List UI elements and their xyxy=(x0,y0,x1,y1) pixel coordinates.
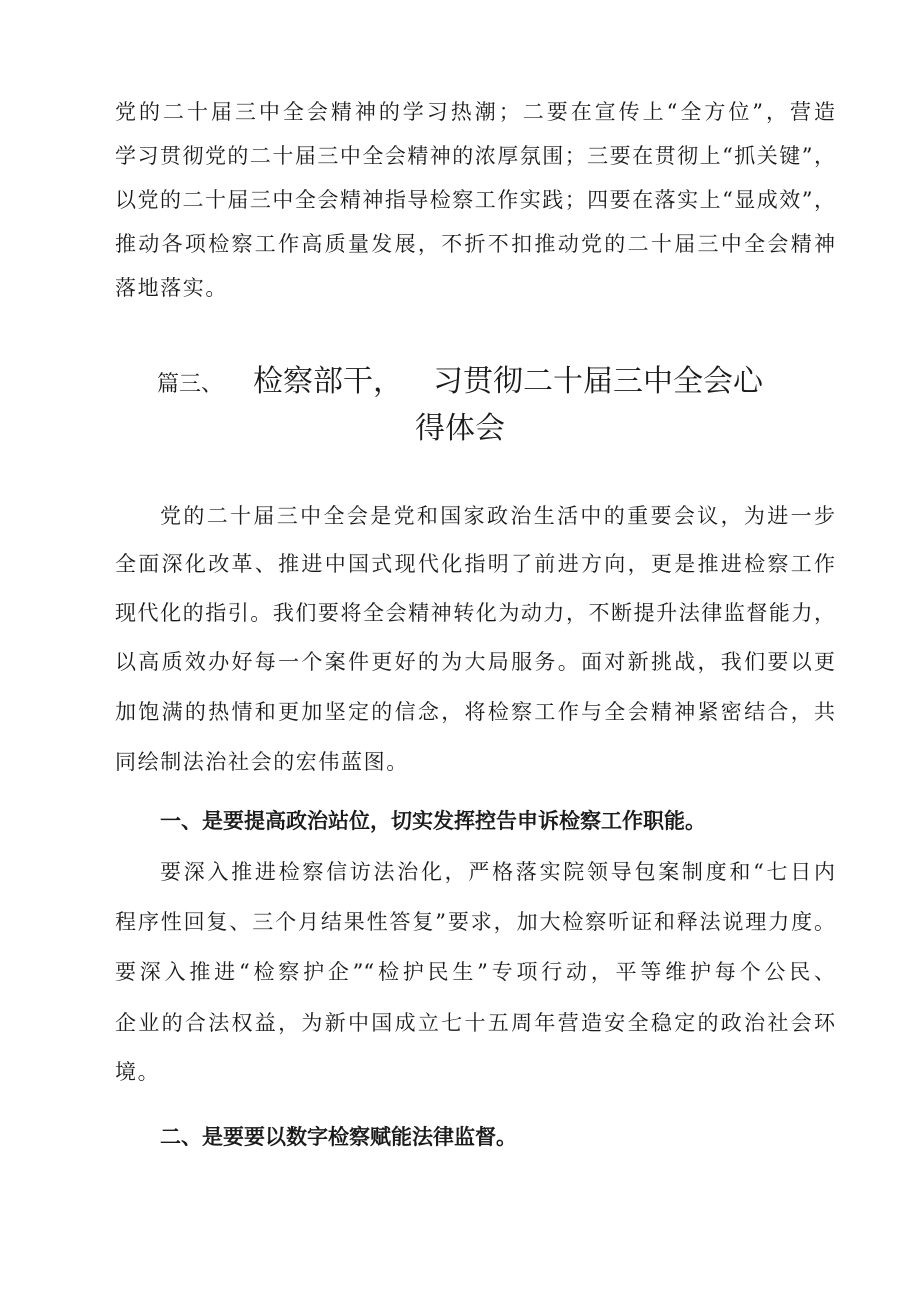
subheading-1: 一、是要提高政治站位，切实发挥控告申诉检察工作职能。 xyxy=(160,809,706,833)
intro-line-1: 党的二十届三中全会精神的学习热潮；二要在宣传上“全方位”，营造 xyxy=(115,100,835,124)
para1-line-5: 加饱满的热情和更加坚定的信念，将检察工作与全会精神紧密结合，共 xyxy=(115,700,835,724)
para1-line-3: 现代化的指引。我们要将全会精神转化为动力，不断提升法律监督能力， xyxy=(115,601,835,625)
para2-line-3: 要深入推进“检察护企”“检护民生”专项行动，平等维护每个公民、 xyxy=(115,960,835,984)
intro-line-2: 学习贯彻党的二十届三中全会精神的浓厚氛围；三要在贯彻上“抓关键”， xyxy=(115,144,835,168)
intro-line-3: 以党的二十届三中全会精神指导检察工作实践；四要在落实上“显成效”， xyxy=(115,188,835,212)
para2-line-4: 企业的合法权益，为新中国成立七十五周年营造安全稳定的政治社会环 xyxy=(115,1011,835,1035)
para1-line-4: 以高质效办好每一个案件更好的为大局服务。面对新挑战，我们要以更 xyxy=(115,650,835,674)
para2-line-2: 程序性回复、三个月结果性答复”要求，加大检察听证和释法说理力度。 xyxy=(115,910,835,934)
section-title-part1: 检察部干， xyxy=(253,364,403,399)
para2-line-1: 要深入推进检察信访法治化，严格落实院领导包案制度和“七日内 xyxy=(160,860,835,884)
intro-line-5: 落地落实。 xyxy=(115,276,228,300)
section-title-line2: 得体会 xyxy=(415,411,505,446)
para2-line-5: 境。 xyxy=(115,1060,161,1084)
section-title xyxy=(0,357,920,407)
para1-line-6: 同绘制法治社会的宏伟蓝图。 xyxy=(115,750,409,774)
intro-line-4: 推动各项检察工作高质量发展，不折不扣推动党的二十届三中全会精神 xyxy=(115,232,835,256)
section-title-prefix: 篇三、 xyxy=(156,372,223,397)
subheading-2: 二、是要要以数字检察赋能法律监督。 xyxy=(160,1125,517,1149)
section-title-part2: 习贯彻二十届三中全会心 xyxy=(433,364,763,399)
para1-line-2: 全面深化改革、推进中国式现代化指明了前进方向，更是推进检察工作 xyxy=(115,552,835,576)
para1-line-1: 党的二十届三中全会是党和国家政治生活中的重要会议，为进一步 xyxy=(160,504,835,528)
